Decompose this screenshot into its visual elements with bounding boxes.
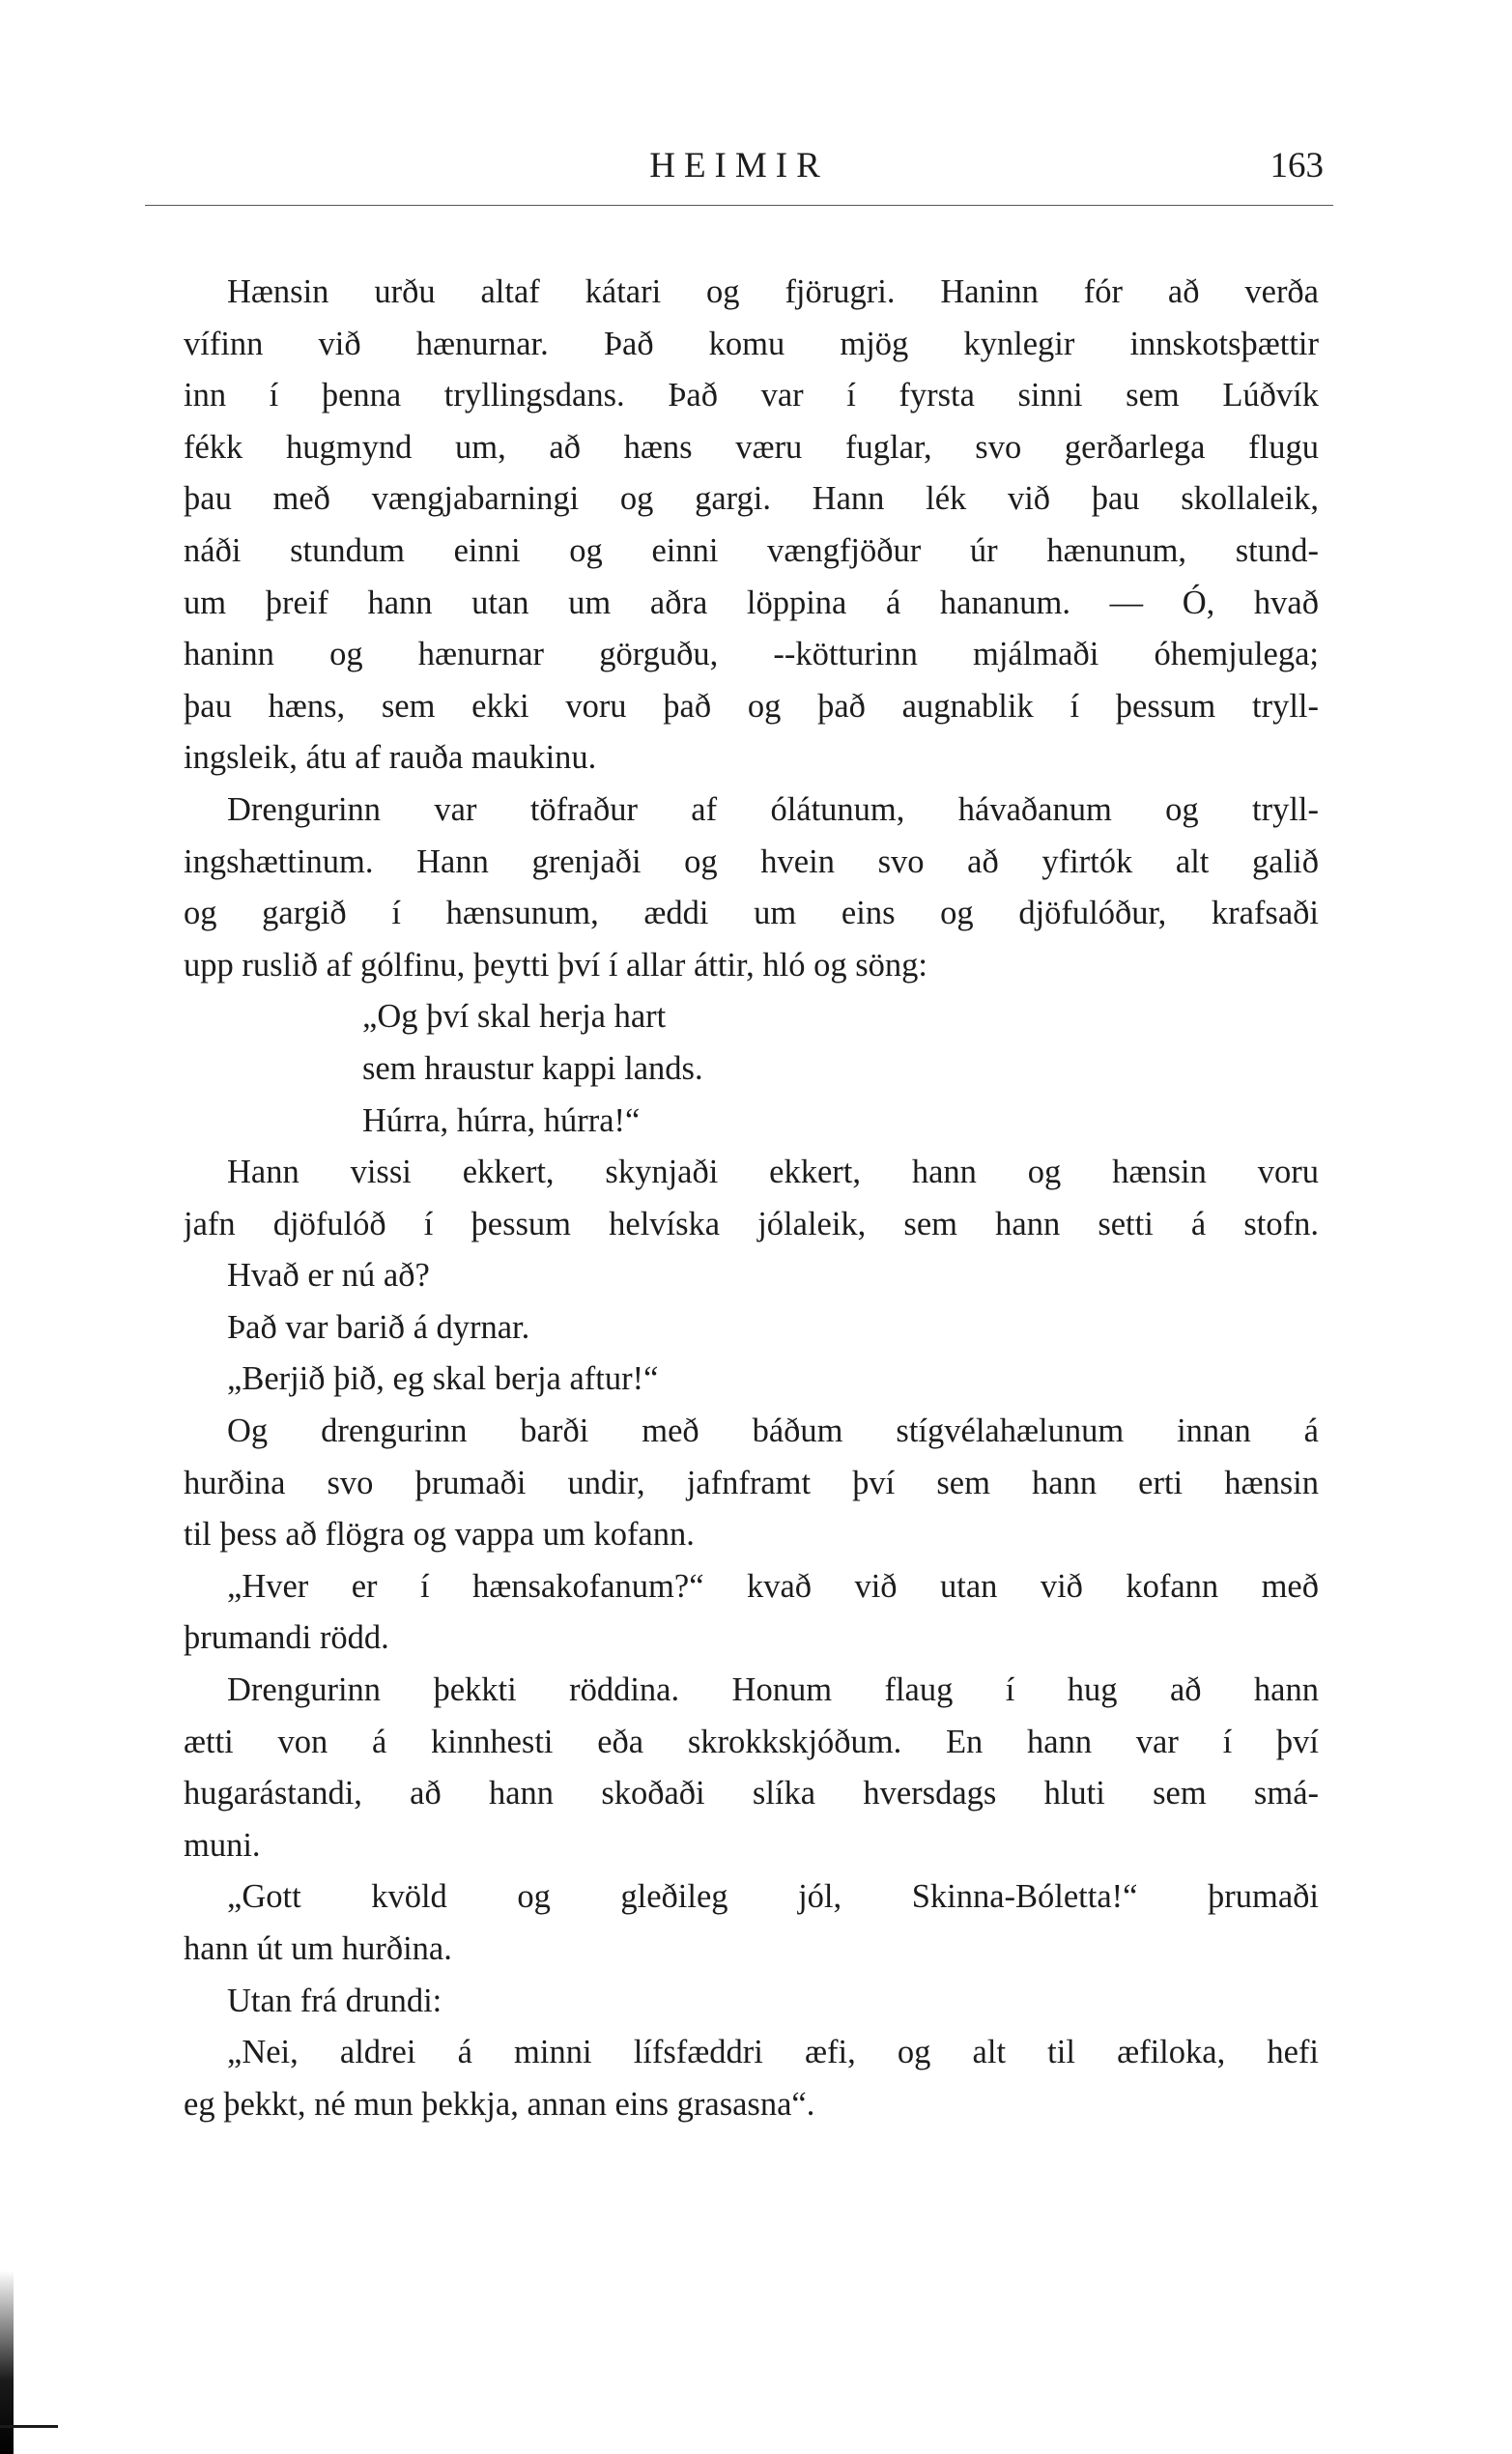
- body-text: [184, 267, 1319, 2130]
- text-line: [184, 2079, 1319, 2131]
- line-text: og gargið í hænsunum, æddi um eins og djöfulóður, krafsaði: [184, 895, 1319, 932]
- text-line: [184, 1302, 1319, 1355]
- text-line: [184, 1665, 1319, 1717]
- page-edge-tick: [0, 2425, 58, 2428]
- line-text: haninn og hænurnar görguðu, --kötturinn mjálmaði óhemjulega;: [184, 636, 1319, 673]
- text-line: [184, 1561, 1319, 1613]
- line-text: „Gott kvöld og gleðileg jól, Skinna-Bóletta!“ þrumaði: [227, 1878, 1319, 1916]
- text-line: [184, 1250, 1319, 1302]
- text-line: [184, 422, 1319, 474]
- text-line: [184, 1768, 1319, 1820]
- text-line: [184, 888, 1319, 940]
- text-line: [184, 1820, 1319, 1872]
- text-line: [184, 1509, 1319, 1561]
- text-line: [184, 732, 1319, 785]
- line-text: ingsleik, átu af rauða maukinu.: [184, 739, 597, 777]
- text-line: [184, 1924, 1319, 1976]
- line-text: Utan frá drundi:: [227, 1982, 442, 2019]
- line-text: jafn djöfulóð í þessum helvíska jólaleik, sem hann setti á stofn.: [184, 1205, 1319, 1242]
- line-text: „Hver er í hænsakofanum?“ kvað við utan við kofann með: [227, 1567, 1319, 1605]
- page-number: 163: [1270, 146, 1324, 185]
- line-text: Hvað er nú að?: [227, 1257, 430, 1295]
- text-line: [184, 1871, 1319, 1924]
- line-text: Hænsin urðu altaf kátari og fjörugri. Haninn fór að verða: [227, 273, 1319, 310]
- verse-line: [184, 1043, 1319, 1096]
- text-line: [184, 681, 1319, 733]
- text-line: [184, 473, 1319, 526]
- page-header: [184, 145, 1324, 203]
- line-text: vífinn við hænurnar. Það komu mjög kynlegir innskotsþættir: [184, 325, 1319, 362]
- line-text: Drengurinn þekkti röddina. Honum flaug í hug að hann: [227, 1671, 1319, 1709]
- text-line: [184, 370, 1319, 422]
- text-line: [184, 1354, 1319, 1406]
- line-text: hann út um hurðina.: [184, 1930, 452, 1967]
- line-text: muni.: [184, 1826, 261, 1864]
- text-line: [184, 837, 1319, 889]
- line-text: Hann vissi ekkert, skynjaði ekkert, hann og hænsin voru: [227, 1154, 1319, 1191]
- text-line: [184, 2027, 1319, 2079]
- line-text: fékk hugmynd um, að hæns væru fuglar, svo gerðarlega flugu: [184, 428, 1319, 466]
- verse-line: [184, 991, 1319, 1043]
- line-text: „Nei, aldrei á minni lífsfæddri æfi, og alt til æfiloka, hefi: [227, 2034, 1319, 2071]
- text-line: [184, 785, 1319, 837]
- line-text: „Berjið þið, eg skal berja aftur!“: [227, 1360, 659, 1398]
- text-line: [184, 319, 1319, 371]
- line-text: um þreif hann utan um aðra löppina á hananum. — Ó, hvað: [184, 584, 1319, 621]
- text-line: [184, 1717, 1319, 1769]
- line-text: Og drengurinn barði með báðum stígvélahælunum innan á: [227, 1412, 1319, 1450]
- line-text: náði stundum einni og einni vængfjöður úr hænunum, stund-: [184, 531, 1319, 569]
- text-line: [184, 578, 1319, 630]
- running-title: HEIMIR: [649, 146, 829, 185]
- text-line: [184, 1976, 1319, 2028]
- header-rule: [145, 205, 1333, 206]
- text-line: [184, 629, 1319, 681]
- line-text: eg þekkt, né mun þekkja, annan eins grasasna“.: [184, 2085, 815, 2123]
- line-text: „Og því skal herja hart: [362, 998, 667, 1036]
- verse-line: [184, 1096, 1319, 1148]
- line-text: til þess að flögra og vappa um kofann.: [184, 1516, 695, 1554]
- line-text: Það var barið á dyrnar.: [227, 1308, 530, 1346]
- text-line: [184, 1199, 1319, 1251]
- line-text: hugarástandi, að hann skoðaði slíka hversdags hluti sem smá-: [184, 1775, 1319, 1812]
- line-text: ætti von á kinnhesti eða skrokkskjóðum. En hann var í því: [184, 1723, 1319, 1760]
- text-line: [184, 940, 1319, 992]
- line-text: sem hraustur kappi lands.: [362, 1049, 703, 1087]
- line-text: þau með vængjabarningi og gargi. Hann lék við þau skollaleik,: [184, 480, 1319, 518]
- line-text: þrumandi rödd.: [184, 1619, 389, 1657]
- text-line: [184, 1147, 1319, 1199]
- text-line: [184, 267, 1319, 319]
- text-line: [184, 1612, 1319, 1665]
- text-line: [184, 526, 1319, 578]
- line-text: hurðina svo þrumaði undir, jafnframt því sem hann erti hænsin: [184, 1464, 1319, 1501]
- line-text: ingshættinum. Hann grenjaði og hvein svo að yfirtók alt galið: [184, 842, 1319, 880]
- line-text: upp ruslið af gólfinu, þeytti því í allar áttir, hló og söng:: [184, 946, 927, 984]
- text-line: [184, 1458, 1319, 1510]
- line-text: þau hæns, sem ekki voru það og það augnablik í þessum tryll-: [184, 687, 1319, 725]
- line-text: Húrra, húrra, húrra!“: [362, 1101, 641, 1139]
- line-text: inn í þenna tryllingsdans. Það var í fyrsta sinni sem Lúðvík: [184, 377, 1319, 414]
- line-text: Drengurinn var töfraður af ólátunum, hávaðanum og tryll-: [227, 790, 1319, 828]
- text-line: [184, 1406, 1319, 1458]
